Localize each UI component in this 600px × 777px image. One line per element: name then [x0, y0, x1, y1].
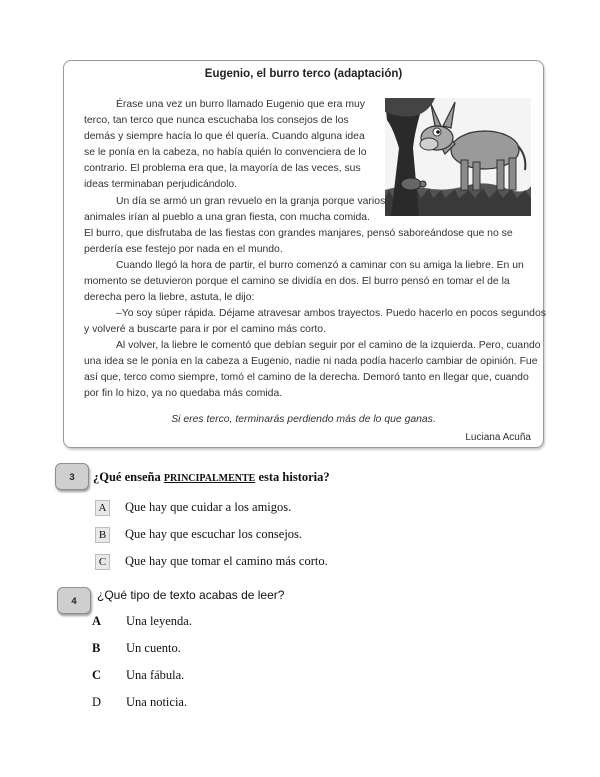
story-line: ideas terminaban perjudicándolo.	[84, 179, 238, 191]
story-line: derecha pero la liebre, astuta, le dijo:	[84, 292, 255, 304]
option-letter: A	[95, 500, 110, 516]
option-letter: A	[92, 614, 102, 628]
story-line: Cuando llegó la hora de partir, el burro comenzó a caminar con su amiga la liebre. En un	[116, 260, 524, 271]
story-paragraph-1	[84, 97, 378, 194]
story-title: Eugenio, el burro terco (adaptación)	[204, 68, 403, 80]
option-text: Una leyenda.	[126, 614, 192, 628]
option-text: Un cuento.	[126, 641, 181, 655]
story-author: Luciana Acuña	[465, 432, 531, 443]
story-line: terco, tan terco que nunca escuchaba los consejos de los	[84, 115, 349, 127]
question-3-option-a[interactable]	[95, 500, 291, 516]
story-line: y volveré a buscarte para ir por el camino más corto.	[84, 324, 326, 336]
option-text: Una fábula.	[126, 668, 185, 682]
story-line: perdería ese festejo por nada en el mundo.	[84, 244, 283, 256]
story-paragraph-5	[84, 338, 541, 402]
option-letter: D	[92, 695, 102, 709]
story-line: demás y siempre hacía lo que él quería. Cuando alguna idea	[84, 131, 365, 143]
story-line: Al volver, la liebre le comentó que debían seguir por el camino de la izquierda. Pero, cuando	[116, 340, 541, 351]
question-4-text: ¿Qué tipo de texto acabas de leer?	[97, 588, 285, 602]
option-text: Una noticia.	[126, 695, 188, 709]
option-letter: B	[92, 641, 101, 655]
story-paragraph-4	[84, 306, 546, 338]
story-line: contrario. El problema era que, la mayoría de las veces, sus	[84, 163, 361, 175]
question-4-option-b[interactable]	[92, 641, 181, 656]
question-3-emphasis: PRINCIPALMENTE	[163, 473, 256, 484]
donkey-illustration	[385, 98, 531, 216]
option-text: Que hay que cuidar a los amigos.	[125, 500, 292, 514]
question-4-option-d[interactable]	[92, 695, 187, 710]
question-3-option-c[interactable]	[95, 554, 328, 570]
story-line: –Yo soy súper rápida. Déjame atravesar ambos trayectos. Puedo hacerlo en pocos segundos	[116, 308, 546, 319]
option-letter: C	[95, 554, 110, 570]
option-letter: C	[92, 668, 102, 682]
option-text: Que hay que escuchar los consejos.	[125, 527, 303, 541]
question-3-suffix: esta historia?	[255, 470, 330, 484]
story-line: Un día se armó un gran revuelo en la granja porque varios	[116, 196, 386, 207]
option-text: Que hay que tomar el camino más corto.	[125, 554, 328, 568]
story-paragraph-3	[84, 258, 529, 306]
story-line: por fin lo hizo, ya no quedaba más comida.	[84, 388, 283, 400]
story-line: El burro, que disfrutaba de las fiestas con grandes manjares, pensó saboreándose que no se	[84, 228, 513, 240]
story-line: momento se detuvieron porque el camino se dividía en dos. El burro pensó en tomar el de la	[84, 276, 510, 288]
story-line: Érase una vez un burro llamado Eugenio que era muy	[116, 99, 365, 110]
question-4-option-a[interactable]	[92, 614, 192, 629]
story-line: se le ponía en la cabeza, no había quién lo convenciera de lo	[84, 147, 367, 159]
question-3-badge: 3	[55, 463, 89, 490]
story-line: una idea se le ponía en la cabeza a Eugenio, nadie ni nada podía hacerlo cambiar de opinión. Fue	[84, 356, 538, 368]
question-4-badge: 4	[57, 587, 91, 614]
question-3-prefix: ¿Qué enseña	[93, 470, 164, 484]
story-moral: Si eres terco, terminarás perdiendo más de lo que ganas.	[171, 414, 436, 425]
question-4-option-c[interactable]	[92, 668, 184, 683]
option-letter: B	[95, 527, 110, 543]
question-3-text	[93, 470, 330, 485]
story-line: animales irían al pueblo a una gran fiesta, con mucha comida.	[84, 212, 370, 224]
story-line: así que, terco como siempre, tomó el camino de la derecha. Demoró tanto en llegar que, cuando	[84, 372, 529, 384]
story-box	[63, 60, 544, 448]
question-3-option-b[interactable]	[95, 527, 302, 543]
